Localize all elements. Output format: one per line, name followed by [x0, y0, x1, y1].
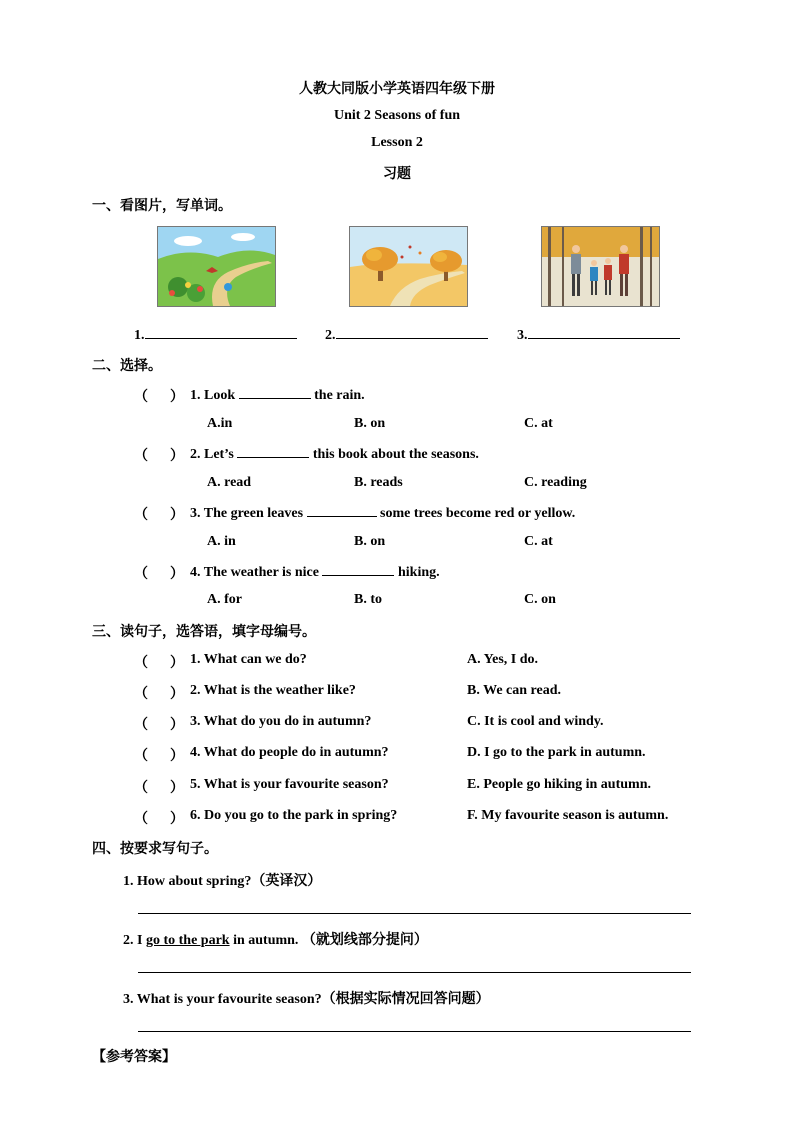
match-paren-close-1: ） — [170, 656, 184, 671]
choice-paren-close-4: ） — [170, 567, 184, 582]
choice-paren-close-1: ） — [170, 390, 184, 405]
choice-paren-open-3: （ — [134, 508, 148, 523]
section4-heading: 四、按要求写句子。 — [92, 841, 218, 857]
picture-answer-blank-3[interactable] — [528, 326, 680, 339]
choice-4-option-c: C. on — [524, 592, 556, 607]
match-answer-d: D. I go to the park in autumn. — [467, 745, 646, 760]
match-question-3: 3. What do you do in autumn? — [190, 714, 372, 729]
match-paren-open-3: （ — [134, 718, 148, 733]
match-question-2: 2. What is the weather like? — [190, 683, 356, 698]
choice-paren-open-4: （ — [134, 567, 148, 582]
match-question-6: 6. Do you go to the park in spring? — [190, 808, 398, 823]
choice-paren-close-2: ） — [170, 449, 184, 464]
choice-question-1-end: the rain. — [314, 388, 365, 403]
picture-answer-blank-2[interactable] — [336, 326, 488, 339]
match-answer-c: C. It is cool and windy. — [467, 714, 604, 729]
choice-3-option-c: C. at — [524, 534, 553, 549]
picture-answer-label-2: 2. — [325, 328, 336, 343]
choice-2-option-a: A. read — [207, 475, 252, 490]
choice-4-option-b: B. to — [354, 592, 382, 607]
choice-paren-close-3: ） — [170, 508, 184, 523]
autumn-trees-image — [349, 226, 468, 307]
choice-paren-open-2: （ — [134, 449, 148, 464]
section2-heading: 二、选择。 — [92, 358, 162, 374]
match-paren-close-5: ） — [170, 781, 184, 796]
match-question-4: 4. What do people do in autumn? — [190, 745, 389, 760]
choice-3-option-b: B. on — [354, 534, 386, 549]
match-paren-open-6: （ — [134, 812, 148, 827]
rewrite-question-2-end: in autumn. （就划线部分提问） — [233, 933, 428, 948]
choice-question-2-start: 2. Let’s — [190, 447, 234, 462]
family-hiking-image — [541, 226, 660, 307]
choice-question-3-start: 3. The green leaves — [190, 506, 304, 521]
rewrite-question-2-start: 2. I — [123, 933, 143, 948]
match-paren-open-4: （ — [134, 749, 148, 764]
choice-question-4-start: 4. The weather is nice — [190, 565, 319, 580]
match-paren-close-4: ） — [170, 749, 184, 764]
match-paren-open-5: （ — [134, 781, 148, 796]
match-paren-open-2: （ — [134, 687, 148, 702]
section3-heading: 三、读句子，选答语，填字母编号。 — [92, 624, 316, 640]
picture-answer-label-1: 1. — [134, 328, 145, 343]
picture-answer-2 — [325, 326, 488, 344]
match-question-1: 1. What can we do? — [190, 652, 307, 667]
rewrite-question-2-underlined: go to the park — [145, 933, 230, 948]
choice-question-4-end: hiking. — [397, 565, 440, 580]
rewrite-question-2 — [123, 929, 428, 949]
answer-key-heading: 【参考答案】 — [92, 1049, 176, 1065]
choice-question-1 — [190, 386, 365, 404]
match-paren-close-2: ） — [170, 687, 184, 702]
match-question-5: 5. What is your favourite season? — [190, 777, 389, 792]
choice-question-1-blank[interactable] — [239, 386, 311, 399]
picture-answer-1 — [134, 326, 297, 344]
match-answer-b: B. We can read. — [467, 683, 561, 698]
choice-question-4-blank[interactable] — [322, 563, 394, 576]
unit-title: Unit 2 Seasons of fun — [333, 108, 461, 123]
match-answer-f: F. My favourite season is autumn. — [467, 808, 669, 823]
lesson-title: Lesson 2 — [371, 135, 423, 150]
choice-question-4 — [190, 563, 440, 581]
choice-4-option-a: A. for — [207, 592, 242, 607]
choice-2-option-b: B. reads — [354, 475, 403, 490]
rewrite-answer-line-1[interactable] — [138, 913, 691, 914]
choice-question-2-end: this book about the seasons. — [312, 447, 479, 462]
choice-question-1-start: 1. Look — [190, 388, 236, 403]
choice-1-option-c: C. at — [524, 416, 553, 431]
match-answer-a: A. Yes, I do. — [467, 652, 539, 667]
match-answer-e: E. People go hiking in autumn. — [467, 777, 651, 792]
rewrite-question-1: 1. How about spring?（英译汉） — [123, 874, 322, 889]
picture-answer-3 — [517, 326, 680, 344]
choice-question-2-blank[interactable] — [237, 445, 309, 458]
rewrite-answer-line-3[interactable] — [138, 1031, 691, 1032]
rewrite-question-3: 3. What is your favourite season?（根据实际情况回答问题） — [123, 992, 490, 1007]
choice-1-option-b: B. on — [354, 416, 386, 431]
choice-question-3 — [190, 504, 575, 522]
choice-question-3-blank[interactable] — [307, 504, 377, 517]
choice-paren-open-1: （ — [134, 390, 148, 405]
exercise-type: 习题 — [383, 166, 411, 182]
picture-answer-label-3: 3. — [517, 328, 528, 343]
choice-2-option-c: C. reading — [524, 475, 587, 490]
match-paren-open-1: （ — [134, 656, 148, 671]
rewrite-answer-line-2[interactable] — [138, 972, 691, 973]
choice-3-option-a: A. in — [207, 534, 236, 549]
page-title: 人教大同版小学英语四年级下册 — [299, 81, 495, 97]
picture-answer-blank-1[interactable] — [145, 326, 297, 339]
match-paren-close-3: ） — [170, 718, 184, 733]
choice-1-option-a: A.in — [207, 416, 233, 431]
spring-scene-image — [157, 226, 276, 307]
match-paren-close-6: ） — [170, 812, 184, 827]
choice-question-2 — [190, 445, 479, 463]
section1-heading: 一、看图片，写单词。 — [92, 198, 232, 214]
choice-question-3-end: some trees become red or yellow. — [380, 506, 576, 521]
